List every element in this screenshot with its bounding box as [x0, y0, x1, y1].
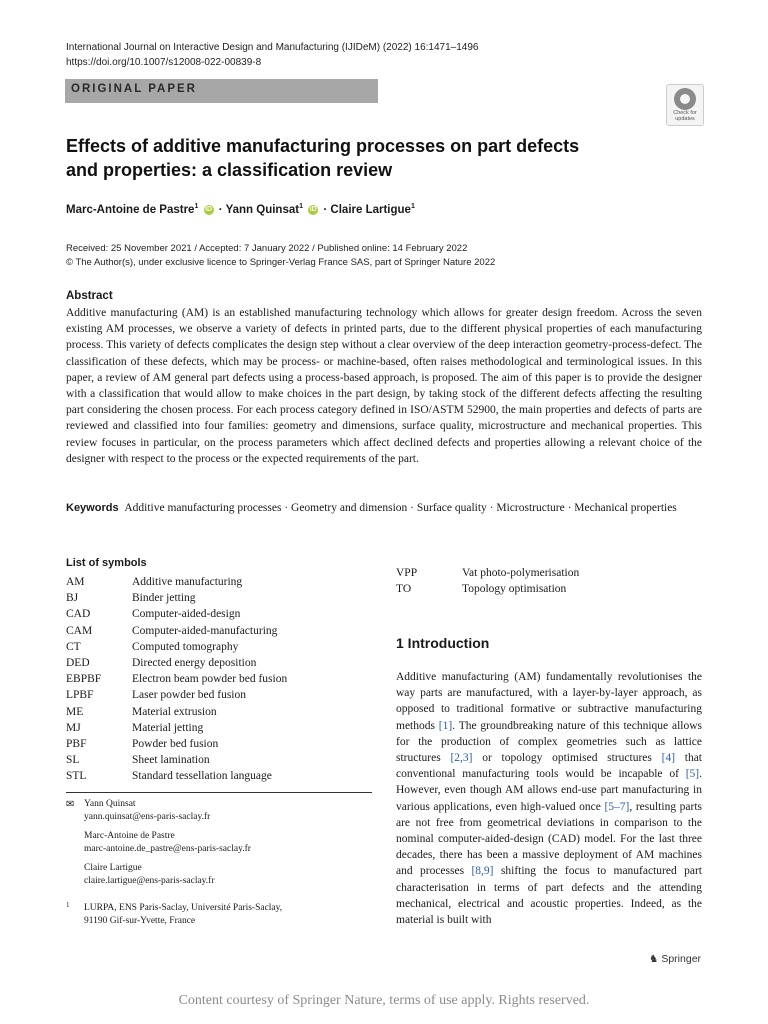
symbol-abbreviation: PBF — [66, 737, 87, 750]
update-icon — [674, 88, 696, 110]
publisher-logo — [649, 953, 701, 965]
symbol-abbreviation: MJ — [66, 721, 81, 734]
author-name: Yann Quinsat — [225, 203, 300, 216]
intro-text-segment: that conventional manufacturing tools would be incapable of — [396, 752, 702, 781]
abstract-heading: Abstract — [66, 290, 113, 302]
contact-name: Marc-Antoine de Pastre — [84, 831, 175, 841]
intro-text-segment: shifting the focus to manufactured part characterisation in terms of part defects and the attending mechanical, electrical and acoustic properties. Indeed, as the material is built with — [396, 865, 702, 927]
check-for-updates-badge[interactable] — [666, 84, 704, 126]
citation-link[interactable]: [1] — [438, 719, 453, 732]
intro-text-segment: Additive manufacturing (AM) fundamentally revolutionises the way parts are manufactured, with a layer-by-layer approach, as opposed to traditional formative or subtractive manufacturing methods — [396, 671, 702, 732]
footer-notice: Content courtesy of Springer Nature, terms of use apply. Rights reserved. — [178, 993, 590, 1008]
symbol-definition: Laser powder bed fusion — [132, 689, 247, 702]
symbol-definition: Computed tomography — [132, 640, 239, 653]
introduction-heading: 1 Introduction — [396, 635, 490, 651]
citation-link[interactable]: [8,9] — [471, 865, 494, 878]
author-affiliation: 1 — [410, 203, 415, 210]
symbol-definition: Directed energy deposition — [132, 656, 257, 669]
symbol-definition: Material extrusion — [132, 705, 217, 718]
intro-text-segment: . However, even though AM allows end-use part manufacturing in various applications, even high-valued once — [396, 768, 702, 813]
contact-entry — [84, 798, 210, 824]
contact-entry — [84, 862, 215, 888]
journal-header — [66, 40, 478, 70]
symbol-definition: Vat photo-polymerisation — [462, 567, 580, 579]
symbol-definition: Topology optimisation — [462, 583, 567, 596]
symbol-abbreviation: AM — [66, 576, 85, 588]
envelope-icon: ✉ — [66, 799, 75, 810]
orcid-icon[interactable]: iD — [205, 205, 213, 213]
symbols-heading: List of symbols — [66, 557, 147, 569]
intro-text-segment: . The groundbreaking nature of this technique allows for the production of complex geometries such as lattice structures — [396, 719, 702, 765]
symbol-abbreviation: CT — [66, 640, 81, 653]
affiliation-line-1: LURPA, ENS Paris-Saclay, Université Paris-Saclay, — [84, 903, 283, 913]
citation-link[interactable]: [5–7] — [604, 800, 630, 813]
author-list: Marc-Antoine de Pastre$^1$ iD · Yann Quinsat$^1$ iD · Claire Lartigue$^1$ — [66, 203, 415, 216]
affiliation — [84, 902, 282, 928]
author-affiliation: 1 — [194, 203, 199, 210]
corresponding-contacts — [66, 798, 372, 938]
keywords — [66, 500, 702, 516]
citation-link[interactable]: [4] — [661, 752, 676, 765]
symbol-abbreviation: EBPBF — [66, 673, 102, 686]
springer-horse-icon: ♞ — [649, 953, 659, 965]
intro-text-segment: or topology optimised structures — [472, 752, 662, 765]
symbol-abbreviation: CAM — [66, 624, 93, 637]
abstract-text: Additive manufacturing (AM) is an established manufacturing technology which allows for greater design freedom. Across the seven existing AM processes, we observe a variety of defects in printed parts, due to the different physical properties of each manufacturing process. This variety of defects complicates the design step without a clear overview of the deep interaction geometry-process-defect. The classification of these defects, which may be process- or machine-based, often raises methodological and terminological issues. In this paper, a review of AM general part defects using a process-based approach, is proposed. The aim of this paper is to provide the designer with a classification that would allow to make choices in the part design, by taking stock of the different defects affecting the resulting part considering the chosen process. For each process category defined in ISO/ASTM 52900, the main properties and defects of parts are reviewed and classified into four families: geometry and dimensions, surface quality, microstructure and mechanical properties. This review focuses in particular, on the process parameters which affect declined defects and properties allowing a relevant choice of the designer with respect to the process or the expected requirements of the part. — [66, 307, 702, 465]
symbol-definition: Computer-aided-design — [132, 608, 241, 621]
symbol-abbreviation: VPP — [396, 567, 418, 579]
symbol-abbreviation: BJ — [66, 592, 79, 605]
symbol-abbreviation: LPBF — [66, 689, 94, 702]
symbol-abbreviation: ME — [66, 705, 84, 718]
paper-title — [66, 134, 666, 182]
symbol-definition: Computer-aided-manufacturing — [132, 624, 278, 637]
contact-name: Yann Quinsat — [84, 799, 136, 809]
author-affiliation: 1 — [299, 203, 303, 210]
contact-email[interactable]: marc-antoine.de_pastre@ens-paris-saclay.fr — [84, 844, 251, 854]
publication-dates — [66, 242, 495, 270]
introduction-text — [396, 669, 702, 928]
intro-text-segment: , resulting parts are not free from geometrical deviations in comparison to the nominal computer-aided-design (CAD) model. For the last three decades, there has been a massive deployment of AM machines and processes — [396, 800, 702, 878]
affiliation-number: 1 — [66, 901, 70, 909]
symbol-abbreviation: STL — [66, 770, 87, 783]
symbol-definition: Material jetting — [132, 721, 204, 734]
affiliation-line-2: 91190 Gif-sur-Yvette, France — [84, 916, 196, 926]
check-label-1: Check for — [673, 110, 697, 116]
symbol-abbreviation: TO — [396, 583, 412, 596]
citation-link[interactable]: [5] — [685, 768, 700, 781]
contact-email[interactable]: yann.quinsat@ens-paris-saclay.fr — [84, 812, 211, 822]
received-dates: Received: 25 November 2021 / Accepted: 7 January 2022 / Published online: 14 February 2022 — [66, 243, 468, 254]
orcid-icon[interactable]: iD — [309, 205, 317, 213]
symbol-abbreviation: DED — [66, 656, 90, 669]
symbol-definition: Electron beam powder bed fusion — [132, 673, 288, 686]
title-line-2: and properties: a classification review — [66, 160, 393, 180]
footnote-divider — [66, 792, 372, 793]
symbol-definition: Binder jetting — [132, 592, 196, 605]
copyright-line: © The Author(s), under exclusive licence to Springer-Verlag France SAS, part of Springer Nature 2022 — [66, 257, 496, 268]
author-name: Marc-Antoine de Pastre — [66, 203, 195, 216]
symbol-abbreviation: CAD — [66, 608, 91, 621]
symbol-definition: Standard tessellation language — [132, 770, 272, 783]
contact-name: Claire Lartigue — [84, 863, 142, 873]
title-line-1: Effects of additive manufacturing processes on part defects — [66, 136, 580, 156]
section-banner — [65, 79, 378, 103]
publisher-name: Springer — [661, 953, 702, 965]
journal-citation: International Journal on Interactive Design and Manufacturing (IJIDeM) (2022) 16:1471–1496 — [66, 42, 479, 53]
section-label: ORIGINAL PAPER — [71, 83, 197, 95]
check-label-2: updates — [675, 116, 695, 122]
keywords-label: Keywords — [66, 502, 119, 514]
symbol-definition: Additive manufacturing — [132, 576, 243, 588]
doi-link[interactable]: https://doi.org/10.1007/s12008-022-00839-8 — [66, 57, 262, 68]
keywords-text: Additive manufacturing processes · Geometry and dimension · Surface quality · Microstructure · Mechanical properties — [124, 502, 677, 514]
symbol-abbreviation: SL — [66, 754, 80, 767]
citation-link[interactable]: [2,3] — [450, 752, 473, 765]
author-name: Claire Lartigue — [330, 203, 411, 216]
symbol-definition: Sheet lamination — [132, 754, 210, 767]
symbol-definition: Powder bed fusion — [132, 737, 219, 750]
contact-email[interactable]: claire.lartigue@ens-paris-saclay.fr — [84, 876, 215, 886]
contact-entry — [84, 830, 251, 856]
